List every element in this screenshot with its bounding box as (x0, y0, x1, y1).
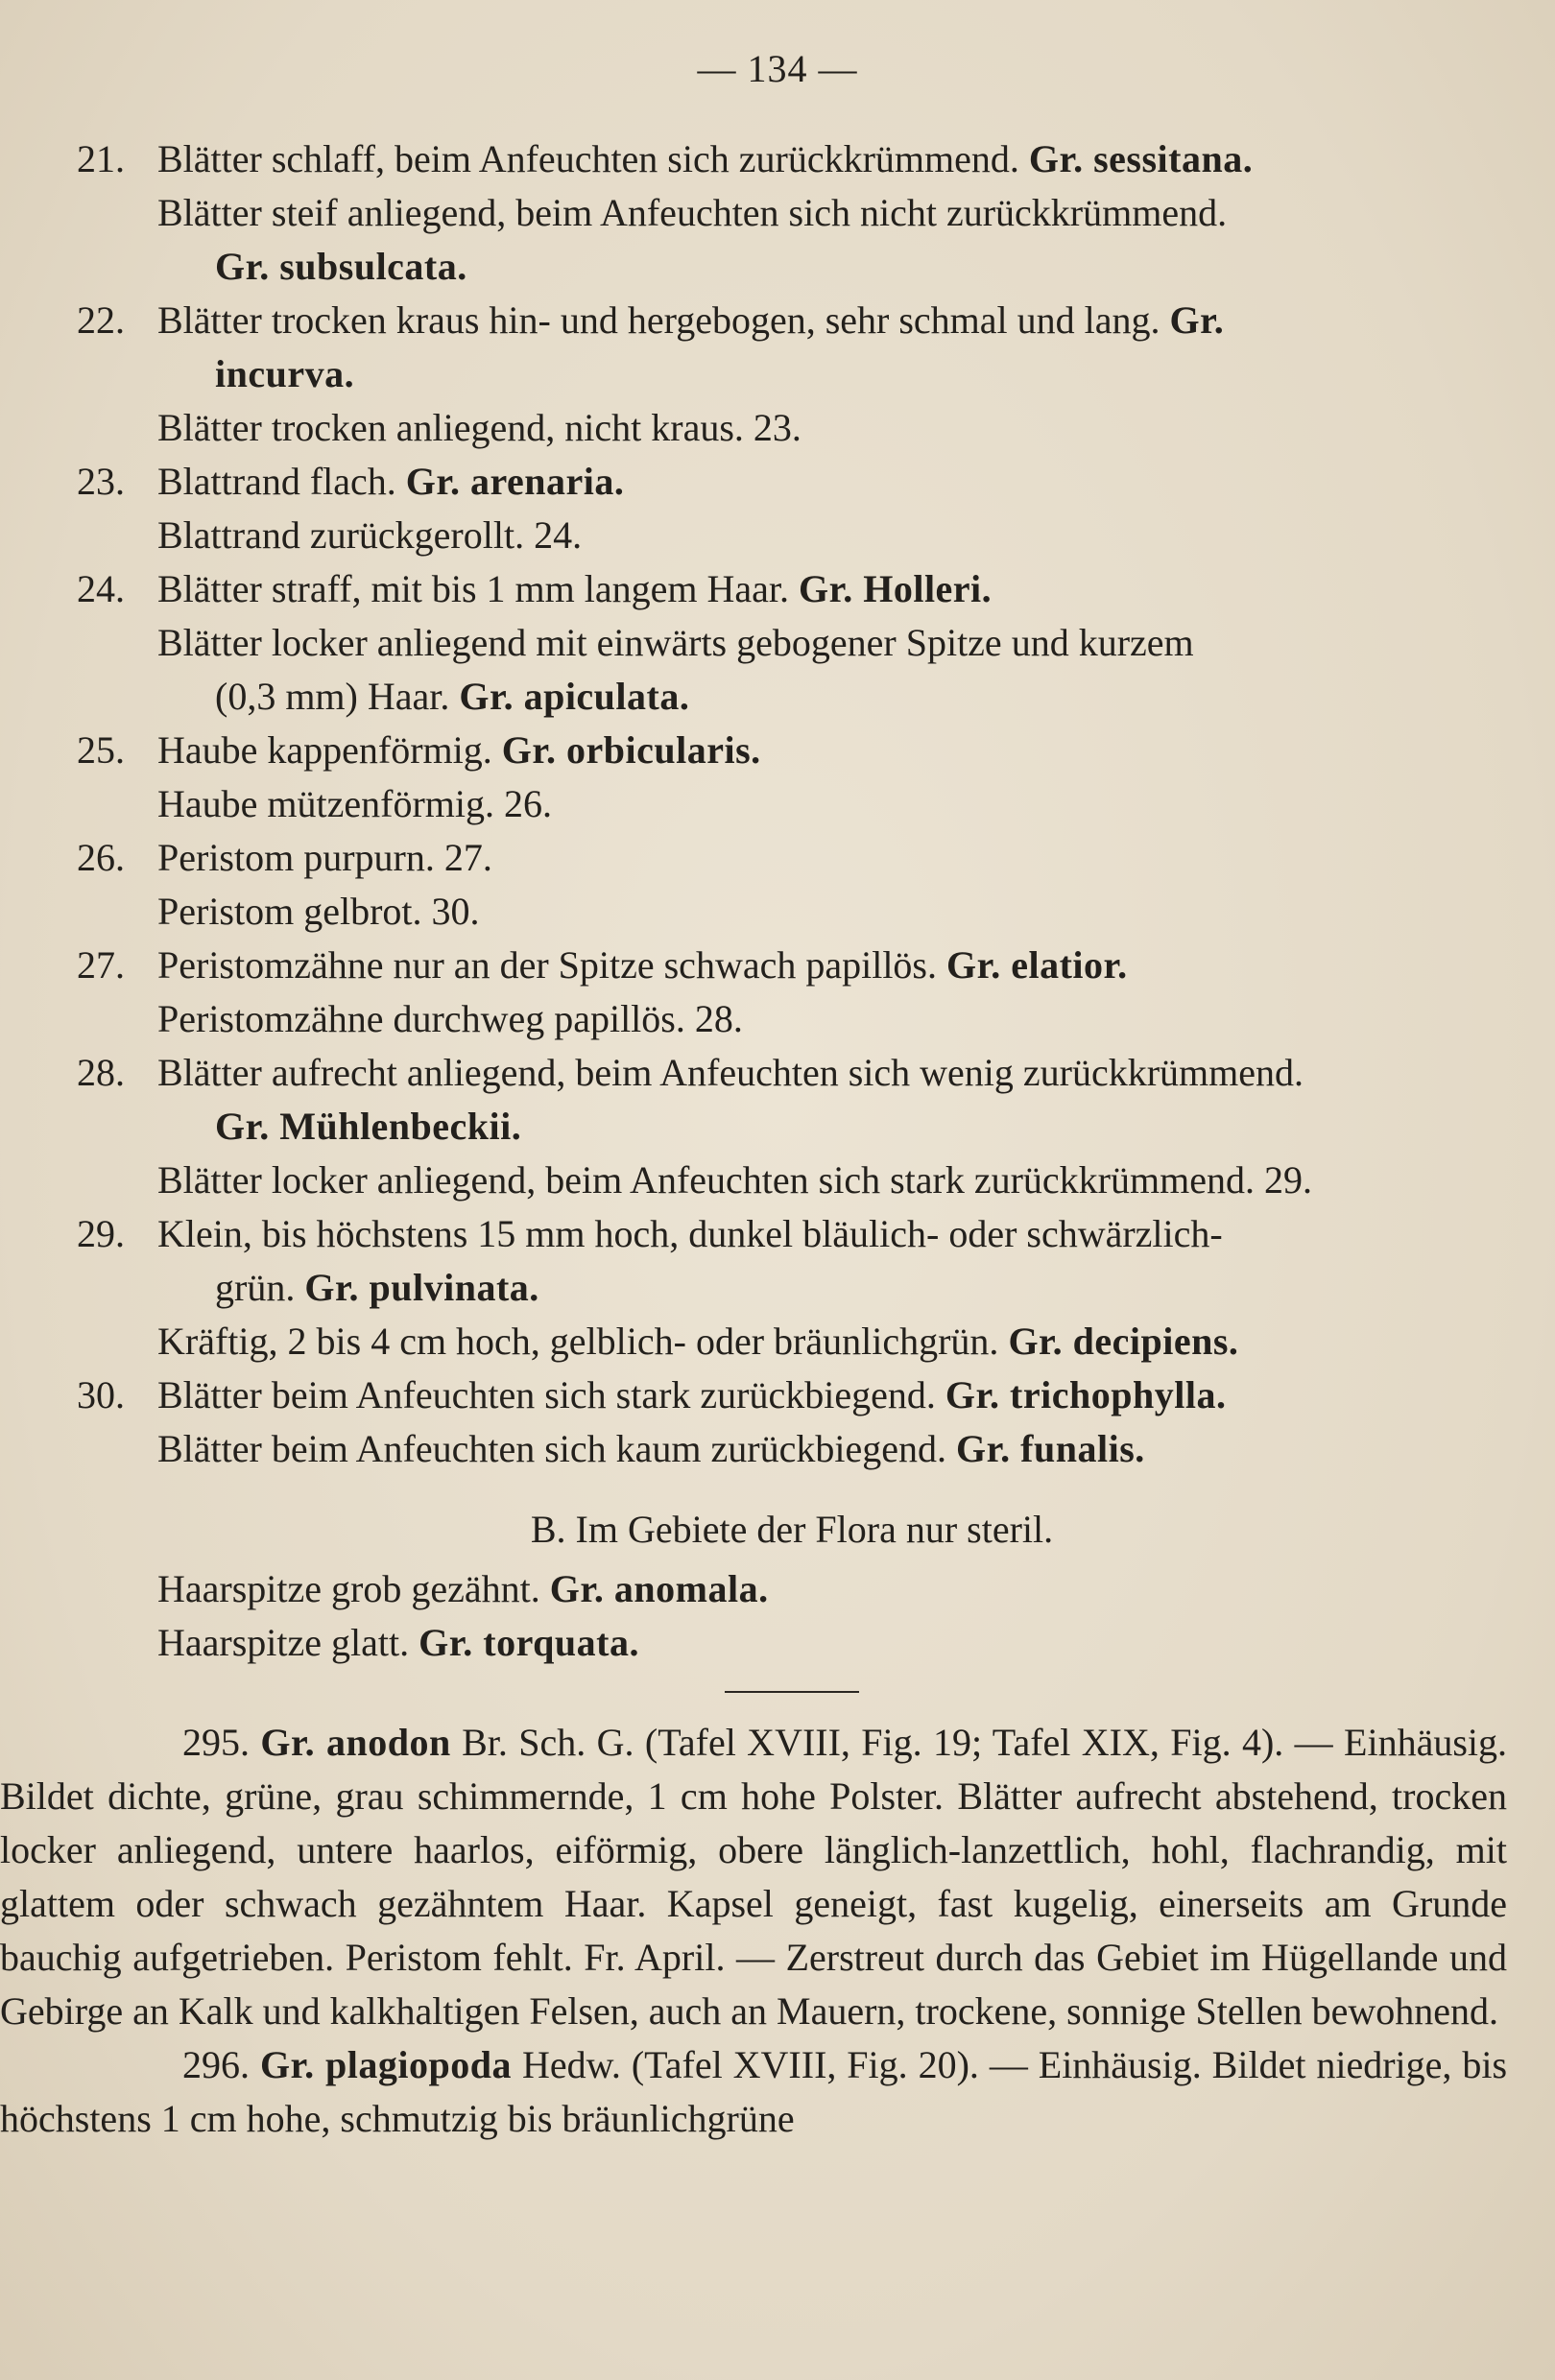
species-name: Gr. orbicularis. (501, 728, 761, 772)
key-number: 21. (77, 137, 125, 180)
key-row (77, 1562, 1507, 1616)
species-entry (0, 2038, 1507, 2146)
key-number: 24. (77, 567, 125, 610)
key-text (157, 240, 1507, 294)
species-name: Gr. pulvinata. (304, 1266, 539, 1309)
key-row (77, 1046, 1507, 1100)
key-text (157, 455, 1507, 509)
entry-species: Gr. anodon (260, 1721, 451, 1764)
key-number (77, 509, 157, 562)
key-number (77, 1562, 157, 1616)
key-row (77, 1315, 1507, 1368)
key-row (77, 885, 1507, 939)
key-description: Blätter locker anliegend mit einwärts gebogener Spitze und kurzem (157, 621, 1194, 664)
key-text (157, 1616, 1507, 1670)
species-name: Gr. funalis. (955, 1427, 1145, 1470)
key-number (77, 1616, 157, 1670)
key-row (77, 347, 1507, 401)
entry-number: 296. (182, 2043, 250, 2086)
key-description: grün. (215, 1266, 296, 1309)
key-row (77, 509, 1507, 562)
key-description: Peristom gelbrot. 30. (157, 890, 480, 933)
entry-body: Hedw. (Tafel XVIII, Fig. 20). — Einhäusig. Bildet niedrige, bis höchstens 1 cm hohe, schmutzig bis bräunlichgrüne (0, 2043, 1508, 2140)
key-text (157, 347, 1507, 401)
species-name: Gr. sessitana. (1028, 137, 1254, 180)
key-number (77, 347, 157, 401)
key-number (77, 1261, 157, 1315)
section-b-items (77, 1562, 1507, 1670)
page-number: — 134 — (697, 47, 858, 90)
key-text (157, 1422, 1507, 1476)
key-text (157, 1207, 1507, 1261)
key-description: (0,3 mm) Haar. (215, 675, 450, 718)
key-text (157, 992, 1507, 1046)
key-rows (77, 132, 1507, 1476)
species-name: Gr. arenaria. (405, 460, 625, 503)
key-number (77, 240, 157, 294)
key-number (77, 777, 157, 831)
key-number: 25. (77, 728, 125, 772)
key-number (77, 992, 157, 1046)
key-number (77, 186, 157, 240)
key-number (77, 1315, 157, 1368)
identification-key (0, 132, 1508, 2146)
key-text (157, 562, 1507, 616)
key-description: Blätter steif anliegend, beim Anfeuchten sich nicht zurückkrümmend. (157, 191, 1228, 234)
key-text (157, 401, 1507, 455)
key-text (157, 885, 1507, 939)
key-row (77, 1368, 1507, 1422)
key-text (157, 294, 1507, 347)
key-number (77, 1100, 157, 1154)
key-text (157, 1368, 1507, 1422)
key-number: 29. (77, 1212, 125, 1255)
key-text (157, 1154, 1507, 1207)
key-row (77, 132, 1507, 186)
key-description: Klein, bis höchstens 15 mm hoch, dunkel bläulich- oder schwärzlich- (157, 1212, 1223, 1255)
species-name: Gr. anomala. (549, 1567, 769, 1610)
key-description: Blätter trocken anliegend, nicht kraus. 23. (157, 406, 801, 449)
key-description: Peristom purpurn. 27. (157, 836, 492, 879)
key-description: Blätter locker anliegend, beim Anfeuchten sich stark zurückkrümmend. 29. (157, 1158, 1312, 1202)
species-name: Gr. apiculata. (459, 675, 690, 718)
key-row (77, 992, 1507, 1046)
key-number: 30. (77, 1373, 125, 1416)
key-description: Blätter straff, mit bis 1 mm langem Haar. (157, 567, 790, 610)
species-name: Gr. decipiens. (1008, 1320, 1239, 1363)
key-row (77, 616, 1507, 670)
key-row (77, 1616, 1507, 1670)
key-description: Kräftig, 2 bis 4 cm hoch, gelblich- oder bräunlichgrün. (157, 1320, 999, 1363)
key-text (157, 1315, 1507, 1368)
key-number (77, 885, 157, 939)
key-description: Blätter beim Anfeuchten sich stark zurückbiegend. (157, 1373, 936, 1416)
species-name: Gr. Mühlenbeckii. (215, 1105, 522, 1148)
species-name: Gr. Holleri. (799, 567, 993, 610)
species-name: Gr. trichophylla. (945, 1373, 1227, 1416)
key-row (77, 724, 1507, 777)
species-name: Gr. elatior. (946, 943, 1128, 987)
key-description: Blattrand zurückgerollt. 24. (157, 513, 583, 557)
key-description: Peristomzähne nur an der Spitze schwach papillös. (157, 943, 937, 987)
key-number: 27. (77, 943, 125, 987)
key-row (77, 831, 1507, 885)
species-name: Gr. subsulcata. (215, 245, 467, 288)
key-row (77, 1422, 1507, 1476)
key-number (77, 1154, 157, 1207)
key-description: Blätter schlaff, beim Anfeuchten sich zurückkrümmend. (157, 137, 1019, 180)
key-row (77, 455, 1507, 509)
key-text (157, 777, 1507, 831)
section-b-heading: B. Im Gebiete der Flora nur steril. (530, 1508, 1054, 1551)
key-description: Blätter beim Anfeuchten sich kaum zurückbiegend. (157, 1427, 946, 1470)
key-text (157, 1100, 1507, 1154)
entry-species: Gr. plagiopoda (259, 2043, 513, 2086)
key-number (77, 401, 157, 455)
key-row (77, 562, 1507, 616)
key-description: Peristomzähne durchweg papillös. 28. (157, 997, 743, 1040)
key-row (77, 240, 1507, 294)
key-row (77, 939, 1507, 992)
key-text (157, 616, 1507, 670)
species-entries (0, 1716, 1508, 2146)
species-name: Gr. (1169, 298, 1225, 342)
key-description: Blätter trocken kraus hin- und hergebogen, sehr schmal und lang. (157, 298, 1160, 342)
separator-rule (725, 1691, 859, 1693)
key-text (157, 509, 1507, 562)
key-text (157, 1046, 1507, 1100)
key-text (157, 670, 1507, 724)
key-row (77, 1261, 1507, 1315)
key-text (157, 1261, 1507, 1315)
key-number: 28. (77, 1051, 125, 1094)
key-description: Haarspitze glatt. (157, 1621, 410, 1664)
key-number (77, 616, 157, 670)
key-row (77, 294, 1507, 347)
key-row (77, 670, 1507, 724)
species-name: incurva. (215, 352, 355, 395)
key-row (77, 401, 1507, 455)
key-text (157, 724, 1507, 777)
key-row (77, 186, 1507, 240)
key-description: Blattrand flach. (157, 460, 396, 503)
key-description: Haarspitze grob gezähnt. (157, 1567, 540, 1610)
entry-number: 295. (182, 1721, 250, 1764)
key-description: Haube mützenförmig. 26. (157, 782, 552, 825)
key-description: Haube kappenförmig. (157, 728, 492, 772)
key-text (157, 939, 1507, 992)
key-number: 26. (77, 836, 125, 879)
key-row (77, 1100, 1507, 1154)
key-number: 22. (77, 298, 125, 342)
key-row (77, 1207, 1507, 1261)
key-number: 23. (77, 460, 125, 503)
key-text (157, 132, 1507, 186)
key-row (77, 777, 1507, 831)
key-description: Blätter aufrecht anliegend, beim Anfeuchten sich wenig zurückkrümmend. (157, 1051, 1304, 1094)
entry-body: Br. Sch. G. (Tafel XVIII, Fig. 19; Tafel XIX, Fig. 4). — Einhäusig. Bildet dichte, grüne, grau schimmernde, 1 cm hohe Polster. Blätter aufrecht abstehend, trocken locker anliegend, untere haarlos, eiförmig, obere länglich-lanzettlich, hohl, flachrandig, mit glattem oder schwach gezähntem Haar. Kapsel geneigt, fast kugelig, einerseits am Grunde bauchig aufgetrieben. Peristom fehlt. Fr. April. — Zerstreut durch das Gebiet im Hügellande und Gebirge an Kalk und kalkhaltigen Felsen, auch an Mauern, trockene, sonnige Stellen bewohnend. (0, 1721, 1508, 2033)
species-name: Gr. torquata. (419, 1621, 639, 1664)
key-text (157, 831, 1507, 885)
key-text (157, 186, 1507, 240)
key-row (77, 1154, 1507, 1207)
species-entry (0, 1716, 1507, 2038)
key-number (77, 670, 157, 724)
key-text (157, 1562, 1507, 1616)
key-number (77, 1422, 157, 1476)
